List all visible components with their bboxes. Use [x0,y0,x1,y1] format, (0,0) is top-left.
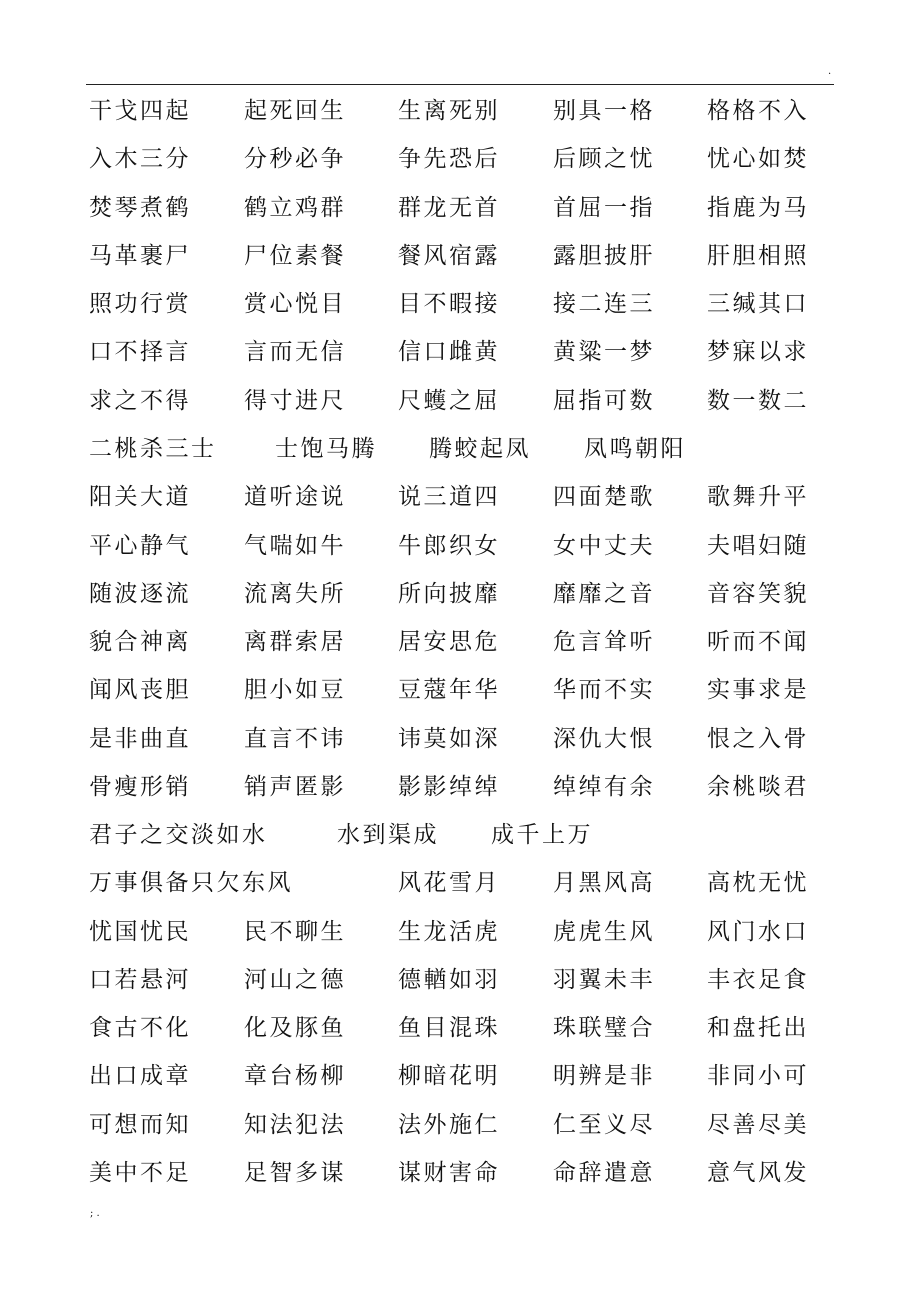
idiom: 谋财害命 [398,1160,500,1186]
idiom: 音容笑貌 [707,581,809,607]
idiom: 可想而知 [89,1112,191,1138]
idiom-row [0,477,920,517]
idiom: 恨之入骨 [707,726,809,752]
footer-mark: ; . [90,1208,100,1219]
idiom: 尸位素餐 [244,243,346,269]
idiom: 出口成章 [89,1063,191,1089]
idiom: 阳关大道 [89,484,191,510]
idiom: 直言不讳 [244,726,346,752]
idiom: 得寸进尺 [244,388,346,414]
idiom-row [0,429,920,469]
idiom: 照功行赏 [89,291,191,317]
idiom: 女中丈夫 [553,533,655,559]
idiom-row [0,332,920,372]
idiom: 黄粱一梦 [553,339,655,365]
idiom: 屈指可数 [553,388,655,414]
idiom-row [0,912,920,952]
idiom: 求之不得 [89,388,191,414]
idiom: 貌合神离 [89,629,191,655]
idiom-row [0,526,920,566]
idiom-row [0,236,920,276]
idiom: 章台杨柳 [244,1063,346,1089]
idiom: 命辞遣意 [553,1160,655,1186]
idiom: 销声匿影 [244,774,346,800]
idiom: 离群索居 [244,629,346,655]
idiom-row [0,863,920,903]
idiom-row [0,139,920,179]
idiom-row [0,815,920,855]
idiom-row [0,719,920,759]
idiom: 三缄其口 [707,291,809,317]
idiom-row [0,91,920,131]
idiom: 言而无信 [244,339,346,365]
idiom: 牛郎织女 [398,533,500,559]
idiom: 风门水口 [707,919,809,945]
idiom: 讳莫如深 [398,726,500,752]
idiom-row [0,1153,920,1193]
idiom: 和盘托出 [707,1015,809,1041]
idiom: 忧国忧民 [89,919,191,945]
idiom-row [0,1105,920,1145]
idiom: 生龙活虎 [398,919,500,945]
idiom: 危言耸听 [553,629,655,655]
idiom: 露胆披肝 [553,243,655,269]
idiom-row [0,284,920,324]
idiom: 仁至义尽 [553,1112,655,1138]
idiom: 入木三分 [89,146,191,172]
idiom: 争先恐后 [398,146,500,172]
idiom: 豆蔻年华 [398,677,500,703]
idiom: 丰衣足食 [707,967,809,993]
idiom-row [0,670,920,710]
idiom: 肝胆相照 [707,243,809,269]
idiom: 二桃杀三士 [89,436,217,462]
idiom: 居安思危 [398,629,500,655]
idiom: 闻风丧胆 [89,677,191,703]
idiom: 德輶如羽 [398,967,500,993]
idiom: 凤鸣朝阳 [584,436,686,462]
idiom: 口不择言 [89,339,191,365]
idiom: 化及豚鱼 [244,1015,346,1041]
idiom: 足智多谋 [244,1160,346,1186]
idiom: 知法犯法 [244,1112,346,1138]
idiom: 意气风发 [707,1160,809,1186]
idiom: 明辨是非 [553,1063,655,1089]
idiom: 余桃啖君 [707,774,809,800]
idiom: 是非曲直 [89,726,191,752]
idiom: 实事求是 [707,677,809,703]
idiom: 随波逐流 [89,581,191,607]
idiom: 食古不化 [89,1015,191,1041]
idiom: 风花雪月 [398,870,500,896]
idiom-row [0,1008,920,1048]
idiom: 尺蠖之屈 [398,388,500,414]
idiom: 胆小如豆 [244,677,346,703]
idiom: 首屈一指 [553,195,655,221]
idiom: 说三道四 [398,484,500,510]
idiom: 四面楚歌 [553,484,655,510]
idiom: 靡靡之音 [553,581,655,607]
idiom: 群龙无首 [398,195,500,221]
idiom: 格格不入 [707,98,809,124]
idiom: 焚琴煮鹤 [89,195,191,221]
header-mark: . [828,66,832,77]
idiom: 数一数二 [707,388,809,414]
idiom: 别具一格 [553,98,655,124]
idiom: 歌舞升平 [707,484,809,510]
idiom: 骨瘦形销 [89,774,191,800]
idiom: 河山之德 [244,967,346,993]
idiom: 干戈四起 [89,98,191,124]
idiom: 平心静气 [89,533,191,559]
idiom: 所向披靡 [398,581,500,607]
idiom: 鹤立鸡群 [244,195,346,221]
idiom: 夫唱妇随 [707,533,809,559]
idiom: 华而不实 [553,677,655,703]
idiom: 生离死别 [398,98,500,124]
idiom: 梦寐以求 [707,339,809,365]
idiom: 餐风宿露 [398,243,500,269]
idiom-row [0,1056,920,1096]
idiom: 信口雌黄 [398,339,500,365]
idiom: 民不聊生 [244,919,346,945]
idiom-row [0,381,920,421]
idiom-row [0,767,920,807]
idiom: 后顾之忧 [553,146,655,172]
idiom: 流离失所 [244,581,346,607]
idiom: 士饱马腾 [275,436,377,462]
idiom: 接二连三 [553,291,655,317]
idiom: 非同小可 [707,1063,809,1089]
idiom: 绰绰有余 [553,774,655,800]
idiom: 听而不闻 [707,629,809,655]
idiom: 忧心如焚 [707,146,809,172]
idiom: 赏心悦目 [244,291,346,317]
idiom: 气喘如牛 [244,533,346,559]
idiom: 尽善尽美 [707,1112,809,1138]
idiom: 起死回生 [244,98,346,124]
idiom: 君子之交淡如水 [89,822,268,848]
idiom-row [0,960,920,1000]
idiom: 月黑风高 [553,870,655,896]
idiom: 深仇大恨 [553,726,655,752]
idiom: 马革裹尸 [89,243,191,269]
idiom: 美中不足 [89,1160,191,1186]
idiom: 分秒必争 [244,146,346,172]
idiom: 口若悬河 [89,967,191,993]
idiom: 高枕无忧 [707,870,809,896]
idiom: 成千上万 [491,822,593,848]
idiom: 柳暗花明 [398,1063,500,1089]
idiom: 鱼目混珠 [398,1015,500,1041]
idiom-row [0,188,920,228]
idiom-row [0,622,920,662]
idiom: 珠联璧合 [553,1015,655,1041]
idiom: 羽翼未丰 [553,967,655,993]
idiom-row [0,574,920,614]
idiom: 腾蛟起凤 [429,436,531,462]
idiom: 水到渠成 [337,822,439,848]
idiom: 目不暇接 [398,291,500,317]
idiom: 法外施仁 [398,1112,500,1138]
idiom: 万事俱备只欠东风 [89,870,293,896]
idiom: 影影绰绰 [398,774,500,800]
idiom: 指鹿为马 [707,195,809,221]
idiom: 虎虎生风 [553,919,655,945]
idiom: 道听途说 [244,484,346,510]
